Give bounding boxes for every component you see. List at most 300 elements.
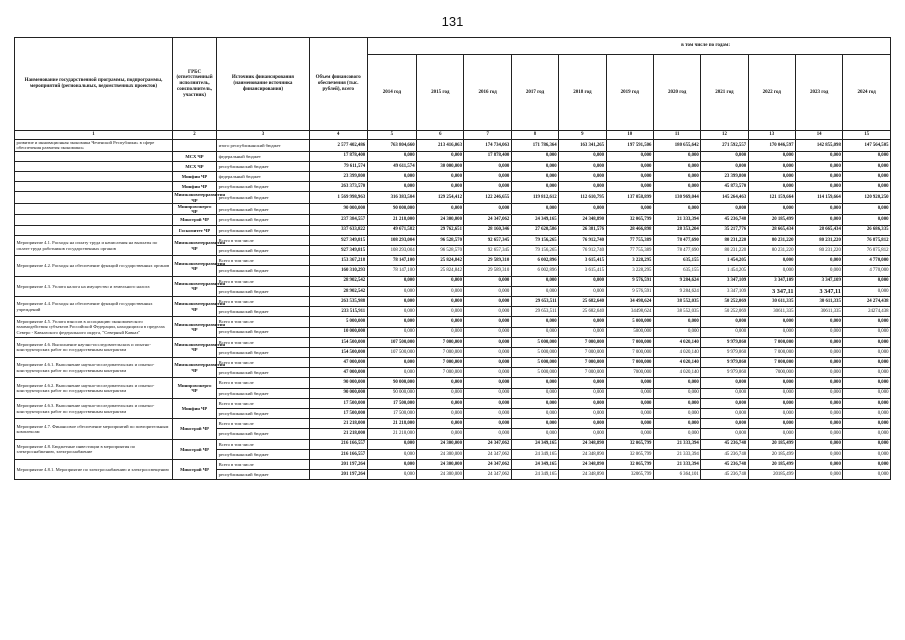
year-value-cell: 1 454,205 xyxy=(701,266,748,276)
year-value-cell: 35 217,776 xyxy=(701,225,748,235)
year-value-cell: 0,000 xyxy=(748,266,795,276)
year-value-cell: 79 156,265 xyxy=(511,235,558,245)
year-value-cell: 24 347,062 xyxy=(464,470,511,480)
source-cell: республиканский бюджет xyxy=(217,327,310,337)
year-value-cell: 5 000,000 xyxy=(511,358,558,368)
total-cell: 10 000,000 xyxy=(309,327,367,337)
table-row xyxy=(15,296,891,306)
year-value-cell: 9 576,591 xyxy=(606,276,653,286)
table-row xyxy=(15,256,891,266)
total-cell: 28 902,542 xyxy=(309,286,367,296)
source-cell: республиканский бюджет xyxy=(217,246,310,256)
source-cell: республиканский бюджет xyxy=(217,388,310,398)
year-value-cell: 0,000 xyxy=(606,429,653,439)
measure-name: Мероприятие 4.6. Выполнение научно-исследовательских и опытно-конструкторских работ по государственным контрактам xyxy=(15,337,173,357)
year-value-cell: 0,000 xyxy=(606,409,653,419)
year-value-cell: 80 231,220 xyxy=(795,246,842,256)
source-cell: Всего в том числе xyxy=(217,235,310,245)
year-value-cell: 45 236,748 xyxy=(701,215,748,225)
year-value-cell: 9 979,860 xyxy=(701,347,748,357)
year-value-cell: 0,000 xyxy=(606,398,653,408)
total-cell: 17 500,000 xyxy=(309,409,367,419)
year-value-cell: 6 364,101 xyxy=(653,470,700,480)
measure-name xyxy=(15,182,173,192)
year-value-cell: 635,155 xyxy=(653,256,700,266)
year-value-cell: 0,000 xyxy=(559,429,606,439)
year-value-cell: 0,000 xyxy=(795,419,842,429)
table-row xyxy=(15,225,891,235)
measure-name xyxy=(15,203,173,215)
year-value-cell: 96 528,570 xyxy=(417,235,464,245)
year-value-cell: 0,000 xyxy=(464,161,511,171)
year-value-cell: 0,000 xyxy=(748,182,795,192)
year-value-cell: 45 236,748 xyxy=(701,459,748,469)
year-value-cell: 77 755,389 xyxy=(606,235,653,245)
year-value-cell: 7 000,000 xyxy=(417,337,464,347)
total-cell: 337 633,822 xyxy=(309,225,367,235)
year-value-cell: 0,000 xyxy=(606,388,653,398)
year-value-cell: 0,000 xyxy=(843,347,891,357)
year-value-cell: 32 065,799 xyxy=(606,215,653,225)
year-value-cell: 21 333,394 xyxy=(653,449,700,459)
year-value-cell: 0,000 xyxy=(606,161,653,171)
year-value-cell: 21 333,394 xyxy=(653,439,700,449)
year-value-cell: 0,000 xyxy=(464,368,511,378)
year-value-cell: 0,000 xyxy=(367,327,416,337)
year-value-cell: 0,000 xyxy=(559,151,606,161)
year-value-cell: 0,000 xyxy=(843,286,891,296)
year-value-cell: 0,000 xyxy=(795,459,842,469)
year-value-cell: 0,000 xyxy=(606,171,653,181)
measure-name: Мероприятие 4.7. Финансовое обеспечение мероприятий по повторительным комплексам xyxy=(15,419,173,439)
total-cell: 79 611,574 xyxy=(309,161,367,171)
year-value-cell: 4 020,140 xyxy=(653,347,700,357)
source-cell: республиканский бюджет xyxy=(217,192,310,204)
source-cell: Всего в том числе xyxy=(217,439,310,449)
year-value-cell: 7 000,000 xyxy=(606,347,653,357)
column-index: 15 xyxy=(843,131,891,140)
grbs-cell: Минэкономтерразвития ЧР xyxy=(172,235,216,255)
year-value-cell: 78 147,100 xyxy=(367,256,416,266)
year-value-cell: 0,000 xyxy=(795,347,842,357)
year-value-cell: 7 000,000 xyxy=(559,368,606,378)
year-value-cell: 0,000 xyxy=(748,256,795,266)
year-value-cell: 30 611,335 xyxy=(795,296,842,306)
table-row xyxy=(15,192,891,204)
year-value-cell: 0,000 xyxy=(653,151,700,161)
year-value-cell: 0,000 xyxy=(511,171,558,181)
total-cell: 216 166,557 xyxy=(309,439,367,449)
measure-name: Мероприятие 4.5. Уплата взносов в ассоциацию экономического взаимодействия субъектов Российской Федерации, находящихся в пределах Северо - Кавказского федерального округа, "Северный Кавказ" xyxy=(15,317,173,337)
year-value-cell: 0,000 xyxy=(795,317,842,327)
year-value-cell: 0,000 xyxy=(795,203,842,215)
year-value-cell: 0,000 xyxy=(559,409,606,419)
grbs-cell: Минфин ЧР xyxy=(172,171,216,181)
year-value-cell: 0,000 xyxy=(795,398,842,408)
year-value-cell: 0,000 xyxy=(464,182,511,192)
year-value-cell: 0,000 xyxy=(843,215,891,225)
measure-name: Мероприятие 4.1. Расходы на оплату труда и начисления на выплаты по оплате труда работников государственных органов xyxy=(15,235,173,255)
year-value-cell: 271 592,557 xyxy=(701,140,748,152)
year-value-cell: 90 000,000 xyxy=(367,378,416,388)
year-value-cell: 4 020,140 xyxy=(653,337,700,347)
year-value-cell: 0,000 xyxy=(748,388,795,398)
year-value-cell: 0,000 xyxy=(464,358,511,368)
year-value-cell: 24 349,165 xyxy=(511,470,558,480)
total-cell: 154 500,000 xyxy=(309,347,367,357)
year-value-cell: 0,000 xyxy=(464,307,511,317)
year-value-cell: 24 348,890 xyxy=(559,470,606,480)
table-row xyxy=(15,161,891,171)
grbs-cell: Минэкономтерразвития ЧР xyxy=(172,337,216,357)
year-value-cell: 24 349,165 xyxy=(511,459,558,469)
header-year: 2021 год xyxy=(701,55,748,131)
source-cell: республиканский бюджет xyxy=(217,307,310,317)
year-value-cell: 5 000,000 xyxy=(511,337,558,347)
year-value-cell: 7 000,000 xyxy=(748,358,795,368)
grbs-cell: Минстрой ЧР xyxy=(172,439,216,459)
year-value-cell: 0,000 xyxy=(701,419,748,429)
year-value-cell: 0,000 xyxy=(701,398,748,408)
year-value-cell: 50 252,069 xyxy=(701,307,748,317)
source-cell: республиканский бюджет xyxy=(217,225,310,235)
source-cell: республиканский бюджет xyxy=(217,449,310,459)
year-value-cell: 21 333,394 xyxy=(653,459,700,469)
table-row xyxy=(15,378,891,388)
year-value-cell: 7 000,000 xyxy=(417,358,464,368)
year-value-cell: 0,000 xyxy=(464,347,511,357)
header-year: 2017 год xyxy=(511,55,558,131)
source-cell: Всего в том числе xyxy=(217,317,310,327)
year-value-cell: 4 020,140 xyxy=(653,368,700,378)
year-value-cell: 0,000 xyxy=(653,182,700,192)
year-value-cell: 49 611,574 xyxy=(367,161,416,171)
year-value-cell: 129 254,412 xyxy=(417,192,464,204)
header-total: Объем финансового обеспечения (тыс. рублей), всего xyxy=(309,38,367,131)
year-value-cell: 0,000 xyxy=(795,358,842,368)
year-value-cell: 0,000 xyxy=(417,327,464,337)
column-index: 9 xyxy=(559,131,606,140)
year-value-cell: 213 416,063 xyxy=(417,140,464,152)
year-value-cell: 3 228,295 xyxy=(606,266,653,276)
year-value-cell: 77 755,389 xyxy=(606,246,653,256)
year-value-cell: 9 979,860 xyxy=(701,368,748,378)
table-row xyxy=(15,215,891,225)
grbs-cell: Минэкономтерразвития ЧР xyxy=(172,358,216,378)
table-row xyxy=(15,235,891,245)
year-value-cell: 7 000,000 xyxy=(417,368,464,378)
year-value-cell: 0,000 xyxy=(417,276,464,286)
column-index: 5 xyxy=(367,131,416,140)
year-value-cell: 137 058,899 xyxy=(606,192,653,204)
source-cell: Всего в том числе xyxy=(217,256,310,266)
year-value-cell: 0,000 xyxy=(367,151,416,161)
total-cell: 233 515,911 xyxy=(309,307,367,317)
source-cell: федеральный бюджет xyxy=(217,171,310,181)
year-value-cell: 24 348,890 xyxy=(559,449,606,459)
year-value-cell: 24 300,000 xyxy=(417,215,464,225)
year-value-cell: 0,000 xyxy=(795,151,842,161)
year-value-cell: 6 002,896 xyxy=(511,266,558,276)
year-value-cell: 0,000 xyxy=(559,161,606,171)
year-value-cell: 0,000 xyxy=(511,317,558,327)
total-cell: 263 535,988 xyxy=(309,296,367,306)
year-value-cell: 0,000 xyxy=(653,388,700,398)
year-value-cell: 78 477,690 xyxy=(653,246,700,256)
year-value-cell: 45 236,748 xyxy=(701,449,748,459)
header-by-year: в том числе по годам: xyxy=(367,38,890,55)
header-year: 2018 год xyxy=(559,55,606,131)
source-cell: республиканский бюджет xyxy=(217,368,310,378)
table-row xyxy=(15,182,891,192)
year-value-cell: 23 399,800 xyxy=(701,171,748,181)
year-value-cell: 0,000 xyxy=(653,317,700,327)
year-value-cell: 30 000,000 xyxy=(417,161,464,171)
year-value-cell: 0,000 xyxy=(843,171,891,181)
year-value-cell: 32065,799 xyxy=(606,470,653,480)
year-value-cell: 0,000 xyxy=(511,378,558,388)
year-value-cell: 197 591,506 xyxy=(606,140,653,152)
year-value-cell: 20 185,499 xyxy=(748,215,795,225)
source-cell: республиканский бюджет xyxy=(217,266,310,276)
year-value-cell: 120 920,250 xyxy=(843,192,891,204)
year-value-cell: 171 786,364 xyxy=(511,140,558,152)
year-value-cell: 0,000 xyxy=(417,419,464,429)
source-cell: республиканский бюджет xyxy=(217,409,310,419)
year-value-cell: 25 682,640 xyxy=(559,307,606,317)
year-value-cell: 30 611,335 xyxy=(748,296,795,306)
year-value-cell: 50 252,069 xyxy=(701,296,748,306)
year-value-cell: 0,000 xyxy=(559,182,606,192)
grbs-cell: Минэкономтерразвития ЧР xyxy=(174,192,225,203)
year-value-cell: 0,000 xyxy=(511,182,558,192)
year-value-cell: 0,000 xyxy=(464,276,511,286)
year-value-cell: 145 264,463 xyxy=(701,192,748,204)
year-value-cell: 24 348,890 xyxy=(559,459,606,469)
header-source: Источник финансирования (наименование источника финансирования) xyxy=(217,38,310,131)
year-value-cell: 163 341,265 xyxy=(559,140,606,152)
year-value-cell: 0,000 xyxy=(795,182,842,192)
column-index: 4 xyxy=(309,131,367,140)
year-value-cell: 0,000 xyxy=(653,171,700,181)
year-value-cell: 29 653,511 xyxy=(511,296,558,306)
year-value-cell: 9 979,860 xyxy=(701,358,748,368)
year-value-cell: 21 218,000 xyxy=(367,429,416,439)
column-index: 10 xyxy=(606,131,653,140)
year-value-cell: 0,000 xyxy=(843,470,891,480)
year-value-cell: 130 969,044 xyxy=(653,192,700,204)
year-value-cell: 0,000 xyxy=(367,296,416,306)
year-value-cell: 174 734,063 xyxy=(464,140,511,152)
year-value-cell: 7 000,000 xyxy=(606,358,653,368)
year-value-cell: 108 293,004 xyxy=(367,246,416,256)
total-cell: 1 569 998,963 xyxy=(309,192,367,204)
year-value-cell: 9 576,591 xyxy=(606,286,653,296)
total-cell: 153 367,218 xyxy=(309,256,367,266)
year-value-cell: 0,000 xyxy=(748,327,795,337)
year-value-cell: 0,000 xyxy=(843,276,891,286)
measure-name: Мероприятие 4.8. Бюджетные инвестиции в мероприятия по электроснабжению, электроснабжение xyxy=(15,439,173,459)
year-value-cell: 0,000 xyxy=(367,439,416,449)
year-value-cell: 0,000 xyxy=(843,327,891,337)
year-value-cell: 80 231,220 xyxy=(795,235,842,245)
year-value-cell: 90 000,000 xyxy=(367,203,416,215)
header-year: 2020 год xyxy=(653,55,700,131)
measure-name: Мероприятие 4.6.3. Выполнение научно-исследовательских и опытно-конструкторских работ по государственным контрактам xyxy=(15,398,173,418)
year-value-cell: 7 000,000 xyxy=(559,347,606,357)
year-value-cell: 29 653,511 xyxy=(511,307,558,317)
year-value-cell: 0,000 xyxy=(843,161,891,171)
year-value-cell: 316 383,504 xyxy=(367,192,416,204)
header-year: 2024 год xyxy=(843,55,891,131)
year-value-cell: 3 347,109 xyxy=(701,276,748,286)
total-cell: 201 197,264 xyxy=(309,470,367,480)
year-value-cell: 0,000 xyxy=(701,409,748,419)
year-value-cell: 0,000 xyxy=(795,368,842,378)
year-value-cell: 0,000 xyxy=(653,419,700,429)
year-value-cell: 45 236,748 xyxy=(701,470,748,480)
column-index: 11 xyxy=(653,131,700,140)
year-value-cell: 26 686,335 xyxy=(843,225,891,235)
year-value-cell: 0,000 xyxy=(795,337,842,347)
year-value-cell: 78 477,690 xyxy=(653,235,700,245)
year-value-cell: 122 246,655 xyxy=(464,192,511,204)
year-value-cell: 21 218,000 xyxy=(367,215,416,225)
year-value-cell: 0,000 xyxy=(417,151,464,161)
table-row xyxy=(15,337,891,347)
header-year: 2015 год xyxy=(417,55,464,131)
year-value-cell: 24 300,000 xyxy=(417,459,464,469)
year-value-cell: 3 228,295 xyxy=(606,256,653,266)
year-value-cell: 6 002,896 xyxy=(511,256,558,266)
year-value-cell: 76 875,812 xyxy=(843,235,891,245)
grbs-cell: Минэкономтерразвития ЧР xyxy=(172,256,216,276)
total-cell: 201 197,264 xyxy=(309,459,367,469)
year-value-cell: 5000,000 xyxy=(606,327,653,337)
year-value-cell: 0,000 xyxy=(795,215,842,225)
year-value-cell: 0,000 xyxy=(417,296,464,306)
year-value-cell: 5 000,000 xyxy=(606,317,653,327)
year-value-cell: 24 349,165 xyxy=(511,449,558,459)
total-cell: 17 500,000 xyxy=(309,398,367,408)
grbs-cell: МСХ ЧР xyxy=(172,151,216,161)
source-cell: Всего в том числе xyxy=(217,337,310,347)
year-value-cell: 107 500,000 xyxy=(367,347,416,357)
year-value-cell: 0,000 xyxy=(843,203,891,215)
year-value-cell: 3 615,415 xyxy=(559,256,606,266)
year-value-cell: 20 185,499 xyxy=(748,439,795,449)
year-value-cell: 0,000 xyxy=(843,378,891,388)
measure-name: Мероприятие 4.8.1. Мероприятие по электроснабжению и электроосвещению xyxy=(15,459,173,479)
year-value-cell: 0,000 xyxy=(417,388,464,398)
column-index: 1 xyxy=(15,131,173,140)
year-value-cell: 0,000 xyxy=(653,429,700,439)
year-value-cell: 24 300,000 xyxy=(417,470,464,480)
total-cell: 237 384,557 xyxy=(309,215,367,225)
year-value-cell: 0,000 xyxy=(843,459,891,469)
year-value-cell: 21 218,000 xyxy=(367,419,416,429)
year-value-cell: 0,000 xyxy=(843,151,891,161)
year-value-cell: 0,000 xyxy=(559,317,606,327)
year-value-cell: 0,000 xyxy=(843,419,891,429)
year-value-cell: 0,000 xyxy=(795,439,842,449)
total-cell: 21 218,000 xyxy=(309,419,367,429)
source-cell: Всего в том числе xyxy=(217,419,310,429)
source-cell: Всего в том числе xyxy=(217,276,310,286)
year-value-cell: 7 000,000 xyxy=(559,337,606,347)
measure-name xyxy=(15,192,173,204)
source-cell: Всего в том числе xyxy=(217,459,310,469)
total-cell: 47 000,000 xyxy=(309,358,367,368)
year-value-cell: 3 347,109 xyxy=(748,276,795,286)
source-cell: республиканский бюджет xyxy=(217,429,310,439)
year-value-cell: 28 466,898 xyxy=(606,225,653,235)
source-cell: Всего в том числе xyxy=(217,296,310,306)
year-value-cell: 0,000 xyxy=(511,429,558,439)
year-value-cell: 0,000 xyxy=(511,398,558,408)
year-value-cell: 17 500,000 xyxy=(367,409,416,419)
year-value-cell: 0,000 xyxy=(653,203,700,215)
year-value-cell: 0,000 xyxy=(464,337,511,347)
total-cell: 263 373,570 xyxy=(309,182,367,192)
table-row xyxy=(15,398,891,408)
year-value-cell: 3 347,109 xyxy=(701,286,748,296)
source-cell: республиканский бюджет xyxy=(217,161,310,171)
header-year: 2016 год xyxy=(464,55,511,131)
year-value-cell: 80 231,220 xyxy=(748,235,795,245)
year-value-cell: 0,000 xyxy=(464,419,511,429)
year-value-cell: 0,000 xyxy=(748,429,795,439)
year-value-cell: 29 589,310 xyxy=(464,266,511,276)
total-cell: 21 218,000 xyxy=(309,429,367,439)
year-value-cell: 0,000 xyxy=(748,203,795,215)
grbs-cell: Минпромэнерго ЧР xyxy=(172,203,216,215)
year-value-cell: 92 657,345 xyxy=(464,235,511,245)
total-cell: 90 000,000 xyxy=(309,378,367,388)
year-value-cell: 90 000,000 xyxy=(367,388,416,398)
year-value-cell: 4 770,000 xyxy=(843,266,891,276)
year-value-cell: 5 000,000 xyxy=(511,368,558,378)
total-cell: 47 000,000 xyxy=(309,368,367,378)
year-value-cell: 38 552,035 xyxy=(653,307,700,317)
year-value-cell: 0,000 xyxy=(559,203,606,215)
year-value-cell: 0,000 xyxy=(417,307,464,317)
column-index: 6 xyxy=(417,131,464,140)
measure-name xyxy=(15,215,173,225)
table-row xyxy=(15,459,891,469)
year-value-cell: 24 274,438 xyxy=(843,296,891,306)
year-value-cell: 30611,335 xyxy=(795,307,842,317)
year-value-cell: 0,000 xyxy=(367,171,416,181)
year-value-cell: 76 912,740 xyxy=(559,246,606,256)
year-value-cell: 0,000 xyxy=(843,337,891,347)
year-value-cell: 0,000 xyxy=(417,409,464,419)
source-cell: Всего в том числе xyxy=(217,358,310,368)
year-value-cell: 0,000 xyxy=(795,171,842,181)
grbs-cell: Минстрой ЧР xyxy=(172,459,216,479)
source-cell: федеральный бюджет xyxy=(217,151,310,161)
year-value-cell: 20185,499 xyxy=(748,470,795,480)
year-value-cell: 0,000 xyxy=(511,203,558,215)
year-value-cell: 3 347,11 xyxy=(795,286,842,296)
table-row xyxy=(15,439,891,449)
year-value-cell: 114 159,664 xyxy=(795,192,842,204)
year-value-cell: 0,000 xyxy=(464,327,511,337)
table-row xyxy=(15,151,891,161)
year-value-cell: 0,000 xyxy=(559,276,606,286)
year-value-cell: 28 160,346 xyxy=(464,225,511,235)
page-number: 131 xyxy=(441,14,464,29)
